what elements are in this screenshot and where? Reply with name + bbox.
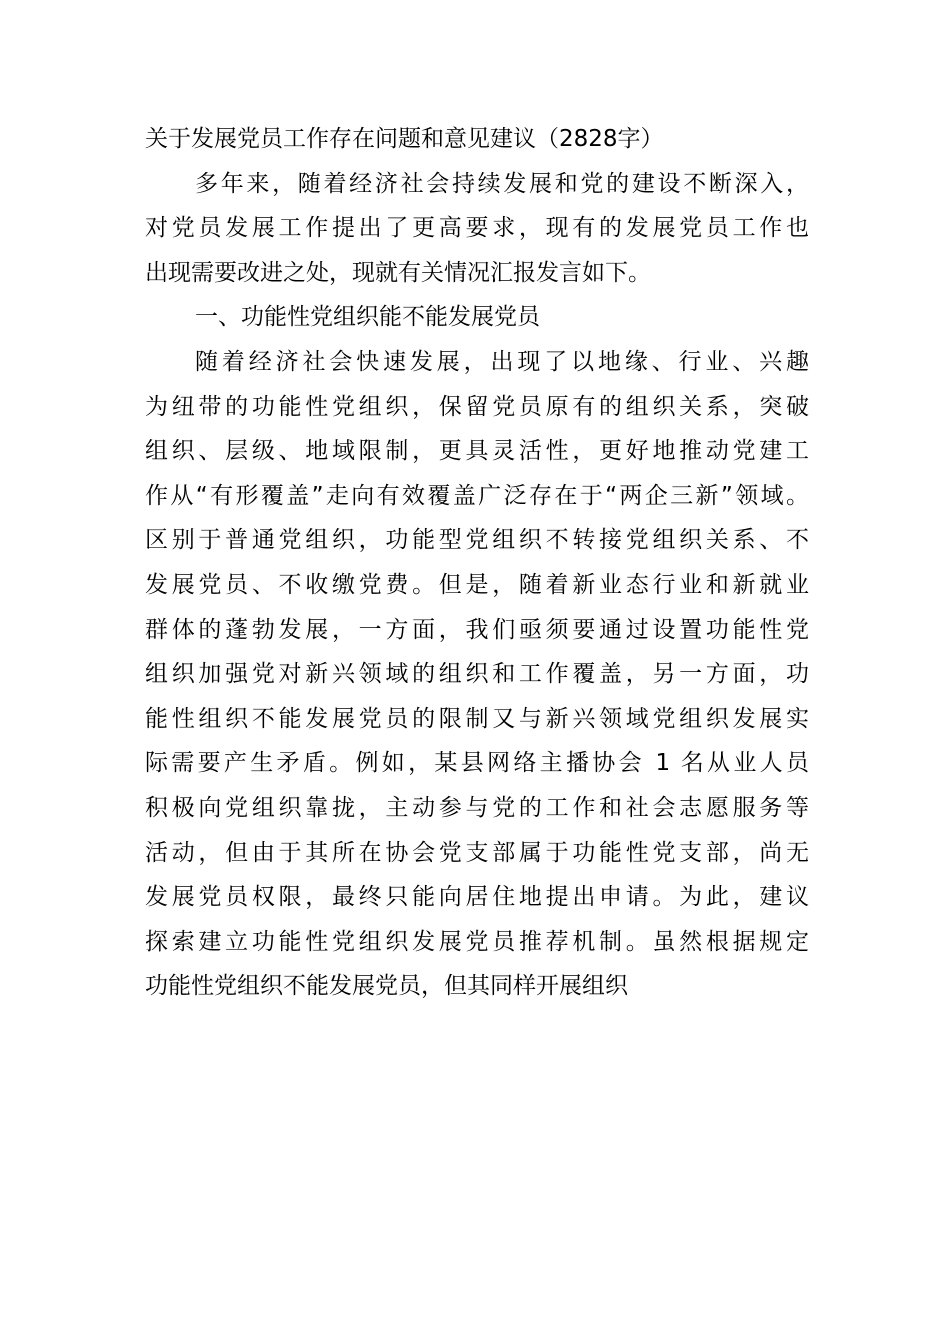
- paragraph-line: 活动，但由于其所在协会党支部属于功能性党支部，尚无: [145, 839, 809, 866]
- paragraph-line: 对党员发展工作提出了更高要求，现有的发展党员工作也: [145, 215, 809, 242]
- paragraph-line: 组织、层级、地域限制，更具灵活性，更好地推动党建工: [145, 438, 809, 465]
- paragraph-line: 积极向党组织靠拢，主动参与党的工作和社会志愿服务等: [145, 794, 809, 821]
- paragraph-line: 组织加强党对新兴领域的组织和工作覆盖，另一方面，功: [145, 661, 809, 688]
- document-title: 关于发展党员工作存在问题和意见建议（2828字）: [145, 126, 664, 152]
- section-heading: 一、功能性党组织能不能发展党员: [195, 304, 540, 331]
- paragraph-line: 功能性党组织不能发展党员，但其同样开展组织: [145, 973, 628, 1000]
- paragraph-line: 随着经济社会快速发展，出现了以地缘、行业、兴趣: [195, 348, 809, 375]
- paragraph-line: 际需要产生矛盾。例如，某县网络主播协会 1 名从业人员: [145, 750, 809, 777]
- paragraph-line: 探索建立功能性党组织发展党员推荐机制。虽然根据规定: [145, 928, 809, 955]
- document-body: [145, 117, 809, 1009]
- paragraph-line: 作从“有形覆盖”走向有效覆盖广泛存在于“两企三新”领域。: [145, 482, 809, 509]
- paragraph-line: 能性组织不能发展党员的限制又与新兴领域党组织发展实: [145, 705, 809, 732]
- paragraph-line: 区别于普通党组织，功能型党组织不转接党组织关系、不: [145, 527, 809, 554]
- paragraph-line: 群体的蓬勃发展，一方面，我们亟须要通过设置功能性党: [145, 616, 809, 643]
- paragraph-line: 发展党员、不收缴党费。但是，随着新业态行业和新就业: [145, 571, 809, 598]
- paragraph-line: 多年来，随着经济社会持续发展和党的建设不断深入，: [195, 170, 809, 197]
- paragraph-line: 为纽带的功能性党组织，保留党员原有的组织关系，突破: [145, 393, 809, 420]
- paragraph-line: 发展党员权限，最终只能向居住地提出申请。为此，建议: [145, 884, 809, 911]
- paragraph-line: 出现需要改进之处，现就有关情况汇报发言如下。: [145, 259, 651, 286]
